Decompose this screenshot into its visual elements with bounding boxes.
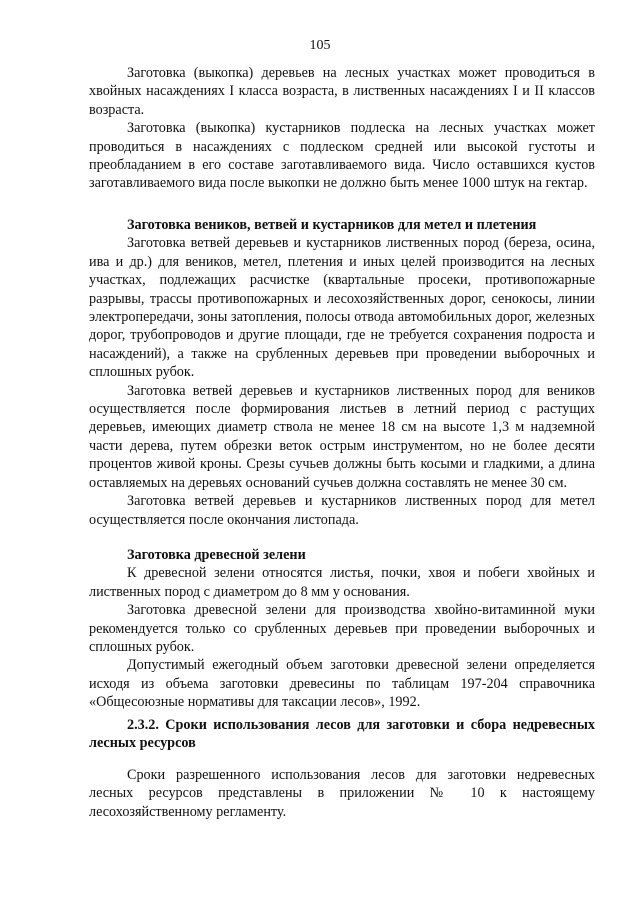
paragraph: Заготовка (выкопка) деревьев на лесных участках может проводиться в хвойных насаждениях I класса возраста, в лиственных насаждениях I и II классов возраста. [89,65,595,118]
paragraph: Заготовка (выкопка) кустарников подлеска на лесных участках может проводиться в насаждениях с подлеском средней или высокой густоты и преобладанием в его составе заготавливаемого вида. Число оставшихся кустов заготавливаемого вида после выкопки не должно быть менее 1000 штук на гектар. [89,120,595,192]
intro-block [89,64,595,193]
paragraph: Заготовка ветвей деревьев и кустарников лиственных пород (береза, осина, ива и др.) для веников, метел, плетения и иных целей производится на лесных участках, подлежащих расчистке (квартальные просеки, противопожарные разрывы, трассы противопожарных и лесохозяйственных дорог, сенокосы, линии электропередачи, зоны затопления, полосы отвода автомобильных дорог, железных дорог, трубопроводов и другие площади, где не требуется сохранения подроста и насаждений), а также на срубленных деревьев при проведении выборочных и сплошных рубок. [89,235,595,381]
paragraph: Сроки разрешенного использования лесов для заготовки недревесных лесных ресурсов представлены в приложении № 10 к настоящему лесохозяйственному регламенту. [89,767,595,820]
section-2-3-2-body [89,766,595,821]
section-heading: Заготовка веников, ветвей и кустарников для метел и плетения [127,217,537,233]
paragraph: Допустимый ежегодный объем заготовки древесной зелени определяется исходя из объема заготовки древесины по таблицам 197-204 справочника «Общесоюзные нормативы для таксации лесов», 1992. [89,657,595,711]
section-brooms [89,216,595,529]
section-2-3-2 [89,716,595,753]
section-greenery [89,546,595,712]
paragraph: Заготовка ветвей деревьев и кустарников лиственных пород для метел осуществляется после окончания листопада. [89,493,595,528]
page-number: 105 [309,38,331,53]
section-heading: 2.3.2. Сроки использования лесов для заготовки и сбора недревесных лесных ресурсов [89,717,595,752]
paragraph: Заготовка ветвей деревьев и кустарников лиственных пород для веников осуществляется после формирования листьев в летний период с растущих деревьев, имеющих диаметр ствола не менее 18 см на высоте 1,3 м надземной части дерева, путем обрезки веток острым инструментом, но не более десяти процентов живой кроны. Срезы сучьев должны быть косыми и гладкими, а длина оставляемых на деревьях оснований сучьев должна составлять не менее 30 см. [89,382,595,491]
paragraph: Заготовка древесной зелени для производства хвойно-витаминной муки рекомендуется только со срубленных деревьев при проведении выборочных и сплошных рубок. [89,602,595,656]
section-heading: Заготовка древесной зелени [127,547,306,563]
paragraph: К древесной зелени относятся листья, почки, хвоя и побеги хвойных и лиственных пород с диаметром до 8 мм у основания. [89,565,595,600]
